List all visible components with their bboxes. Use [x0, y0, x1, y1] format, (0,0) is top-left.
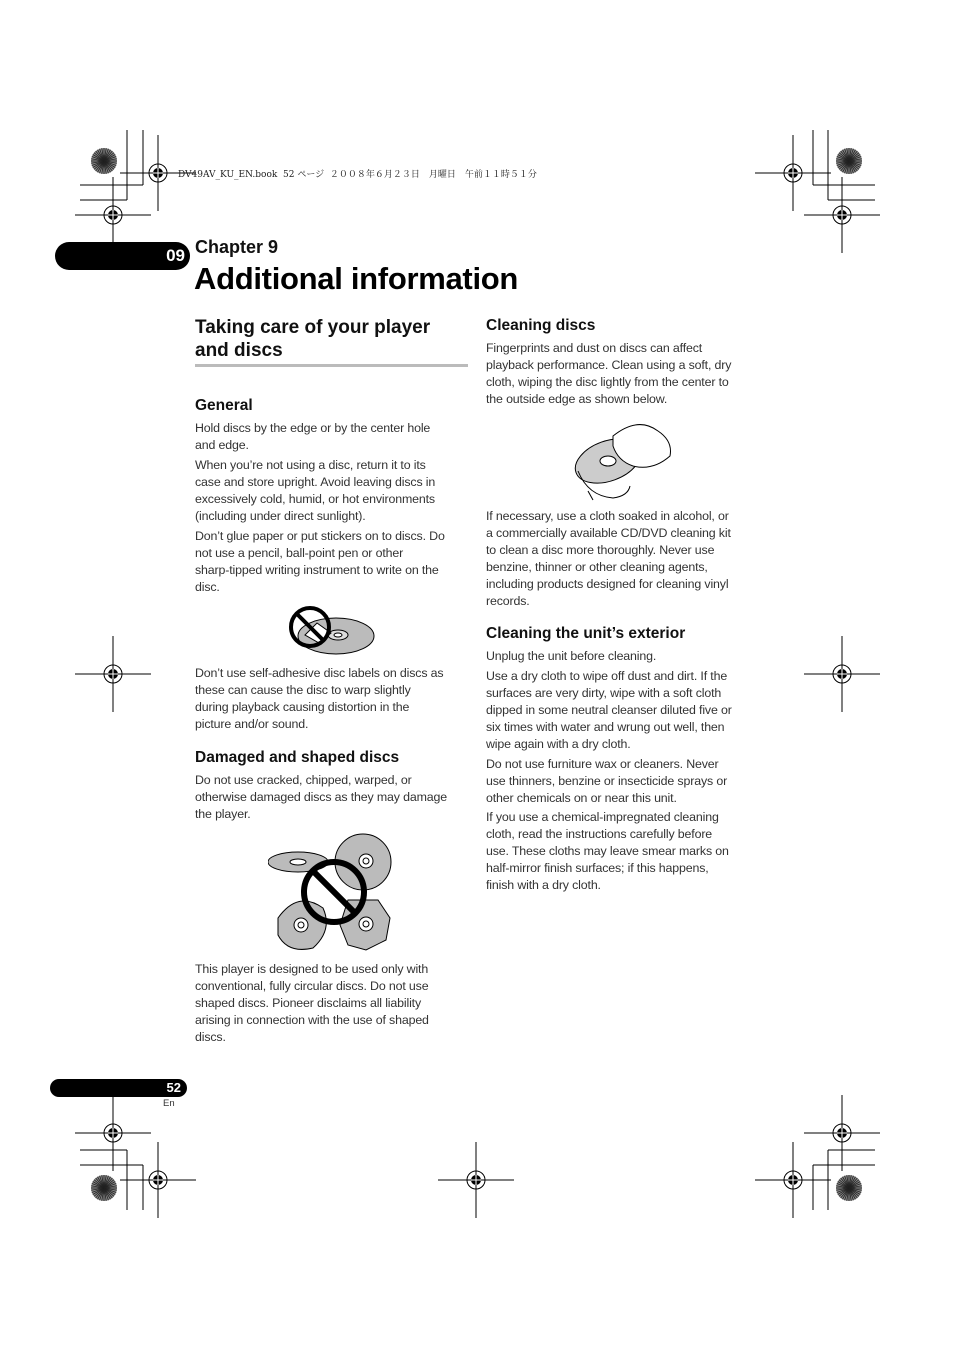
language-code: En — [163, 1098, 175, 1109]
registration-mark-icon — [755, 135, 831, 211]
paragraph: Use a dry cloth to wipe off dust and dirt. If the surfaces are very dirty, wipe with a soft cloth dipped in some neutral cleanser diluted five or six times with water and wrung out well, then wipe again with a dry cloth. — [486, 669, 732, 751]
damaged-discs-illustration — [268, 830, 396, 954]
paragraph: Do not use cracked, chipped, warped, or otherwise damaged discs as they may damage the player. — [195, 773, 447, 821]
print-header: DV49AV_KU_EN.book 52 ページ ２００８年６月２３日 月曜日 午前１１時５１分 — [178, 170, 537, 180]
paragraph: Don’t use self-adhesive disc labels on discs as these can cause the disc to warp slightly during playback causing distortion in the picture and/or sound. — [195, 666, 444, 731]
color-bar-target-icon — [91, 148, 117, 174]
paragraph: Do not use furniture wax or cleaners. Never use thinners, benzine or insecticide sprays or other chemicals on or near this unit. — [486, 757, 728, 805]
disc-cleaning-illustration — [568, 416, 678, 502]
paragraph: If you use a chemical-impregnated cleaning cloth, read the instructions carefully before use. These cloths may leave smear marks on half-mirror finish surfaces; if this happens, finish with a dry cloth. — [486, 810, 729, 892]
page-number-tab — [50, 1079, 187, 1097]
registration-mark-icon — [755, 1142, 831, 1218]
no-sticker-disc-illustration — [283, 603, 378, 659]
color-bar-target-icon — [836, 148, 862, 174]
chapter-number-tab — [55, 242, 190, 270]
heading-cleaning-exterior: Cleaning the unit’s exterior — [486, 625, 686, 642]
registration-mark-icon — [120, 1142, 196, 1218]
registration-mark-icon — [75, 1095, 151, 1171]
registration-mark-icon — [804, 1095, 880, 1171]
page-number: 52 — [166, 1080, 181, 1095]
page-title: Additional information — [194, 261, 519, 296]
paragraph: If necessary, use a cloth soaked in alcohol, or a commercially available CD/DVD cleaning kit to clean a disc more thoroughly. Never use benzine, thinner or other cleaning agents, including products designed for cleaning vinyl records. — [486, 509, 731, 608]
section-title: Taking care of your player and discs — [195, 317, 431, 361]
paragraph: This player is designed to be used only with conventional, fully circular discs. Do not use shaped discs. Pioneer disclaims all liability arising in connection with the use of shaped discs. — [195, 962, 429, 1044]
registration-mark-icon — [804, 636, 880, 712]
paragraph: Unplug the unit before cleaning. — [486, 649, 657, 663]
chapter-label: Chapter 9 — [195, 237, 279, 257]
heading-cleaning-discs: Cleaning discs — [486, 317, 596, 334]
color-bar-target-icon — [836, 1175, 862, 1201]
chapter-number: 09 — [166, 246, 185, 265]
registration-mark-icon — [75, 636, 151, 712]
heading-general: General — [195, 397, 253, 414]
paragraph: Fingerprints and dust on discs can affect playback performance. Clean using a soft, dry cloth, wiping the disc lightly from the center to the outside edge as shown below. — [486, 341, 732, 406]
paragraph: Hold discs by the edge or by the center hole and edge. — [195, 421, 431, 452]
paragraph: When you’re not using a disc, return it to its case and store upright. Avoid leaving discs in excessively cold, humid, or hot environments (including under direct sunlight). — [195, 458, 436, 523]
color-bar-target-icon — [91, 1175, 117, 1201]
registration-mark-icon — [438, 1142, 514, 1218]
registration-mark-icon — [804, 177, 880, 253]
heading-damaged-discs: Damaged and shaped discs — [195, 749, 400, 766]
paragraph: Don’t glue paper or put stickers on to discs. Do not use a pencil, ball-point pen or other sharp-tipped writing instrument to write on the disc. — [195, 529, 445, 594]
section-divider — [195, 364, 468, 367]
